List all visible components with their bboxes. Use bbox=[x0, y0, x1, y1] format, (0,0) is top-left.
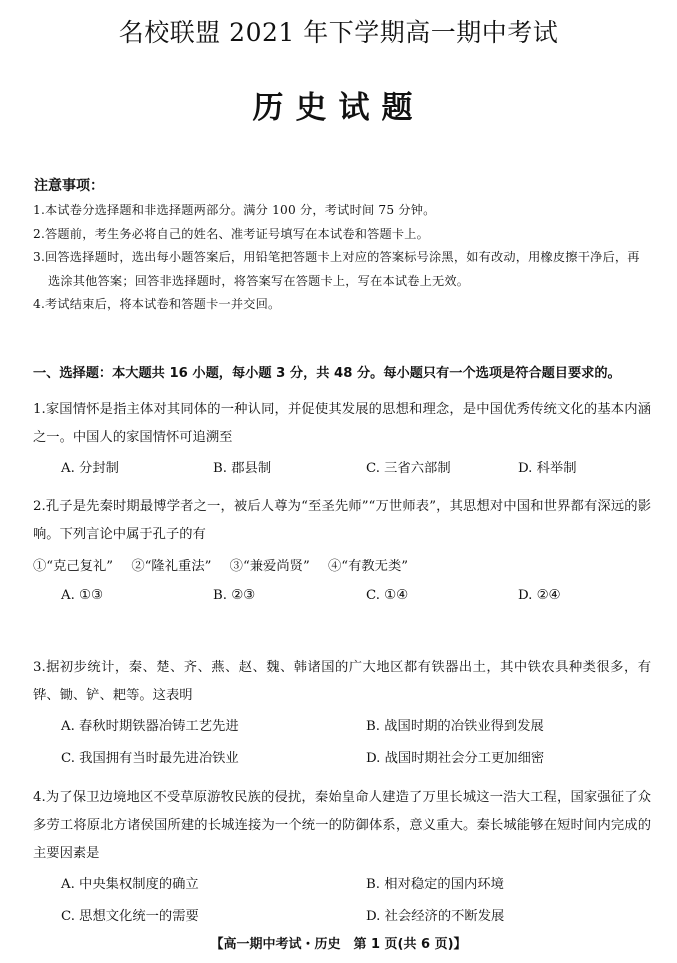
statement-item: ②“隆礼重法” bbox=[131, 559, 212, 574]
question-4 bbox=[33, 784, 651, 932]
option-d: D. 战国时期社会分工更加细密 bbox=[366, 751, 545, 766]
option-a: A. 春秋时期铁器冶铸工艺先进 bbox=[61, 719, 239, 734]
statement-list bbox=[33, 551, 651, 583]
statement-item: ④“有教无类” bbox=[327, 559, 409, 574]
option-a: A. ①③ bbox=[61, 588, 103, 603]
question-stem: 1.家国情怀是指主体对其同体的一种认同，并促使其发展的思想和理念，是中国优秀传统文化的基本内涵之一。中国人的家国情怀可追溯至 bbox=[33, 402, 651, 445]
option-d: D. 社会经济的不断发展 bbox=[366, 909, 505, 924]
question-stem: 4.为了保卫边境地区不受草原游牧民族的侵扰，秦始皇命人建造了万里长城这一浩大工程，国家强征了众多劳工将原北方诸侯国所建的长城连接为一个统一的防御体系，意义重大。秦长城能够在短时间内完成的主要因素是 bbox=[33, 790, 651, 861]
option-a: A. 中央集权制度的确立 bbox=[61, 877, 199, 892]
options-row bbox=[33, 583, 651, 615]
options-row bbox=[33, 900, 651, 932]
question-3 bbox=[33, 654, 651, 774]
statement-item: ①“克己复礼” bbox=[33, 559, 114, 574]
exam-title: 名校联盟 2021 年下学期高一期中考试 bbox=[118, 18, 559, 47]
options-row bbox=[33, 710, 651, 742]
option-c: C. ①④ bbox=[366, 588, 408, 603]
notes-item: 1.本试卷分选择题和非选择题两部分。满分 100 分，考试时间 75 分钟。 bbox=[33, 203, 436, 217]
question-2 bbox=[33, 493, 651, 615]
option-c: C. 我国拥有当时最先进冶铁业 bbox=[61, 751, 239, 766]
notes-item: 4.考试结束后，将本试卷和答题卡一并交回。 bbox=[33, 297, 281, 311]
options-row bbox=[33, 868, 651, 900]
notes-item: 2.答题前，考生务必将自己的姓名、准考证号填写在本试卷和答题卡上。 bbox=[33, 226, 430, 241]
page-footer: 【高一期中考试・历史 第 1 页(共 6 页)】 bbox=[210, 937, 467, 952]
question-stem: 3.据初步统计，秦、楚、齐、燕、赵、魏、韩诸国的广大地区都有铁器出土，其中铁农具种类很多，有铧、锄、铲、耙等。这表明 bbox=[33, 660, 651, 703]
subject-title: 历史试题 bbox=[252, 90, 425, 126]
notes-heading: 注意事项： bbox=[34, 178, 104, 194]
option-d: D. ②④ bbox=[518, 588, 561, 603]
section-heading: 一、选择题：本大题共 16 小题，每小题 3 分，共 48 分。每小题只有一个选项是符合题目要求的。 bbox=[33, 366, 621, 381]
option-b: B. 郡县制 bbox=[213, 461, 272, 476]
statement-item: ③“兼爱尚贤” bbox=[229, 559, 310, 574]
option-d: D. 科举制 bbox=[518, 461, 577, 476]
options-row bbox=[33, 742, 651, 774]
option-a: A. 分封制 bbox=[61, 461, 119, 476]
option-b: B. 相对稳定的国内环境 bbox=[366, 877, 504, 892]
question-stem: 2.孔子是先秦时期最博学者之一，被后人尊为“至圣先师”“万世师表”，其思想对中国和世界都有深远的影响。下列言论中属于孔子的有 bbox=[33, 499, 651, 542]
options-row bbox=[33, 452, 651, 484]
option-b: B. 战国时期的冶铁业得到发展 bbox=[366, 719, 544, 734]
option-c: C. 三省六部制 bbox=[366, 461, 451, 476]
option-b: B. ②③ bbox=[213, 588, 256, 603]
notes-item: 3.回答选择题时，选出每小题答案后，用铅笔把答题卡上对应的答案标号涂黑，如有改动，用橡皮擦干净后，再选涂其他答案；回答非选择题时，将答案写在答题卡上，写在本试卷上无效。 bbox=[33, 250, 640, 288]
notes-list bbox=[33, 199, 648, 317]
option-c: C. 思想文化统一的需要 bbox=[61, 909, 199, 924]
question-1 bbox=[33, 396, 651, 484]
